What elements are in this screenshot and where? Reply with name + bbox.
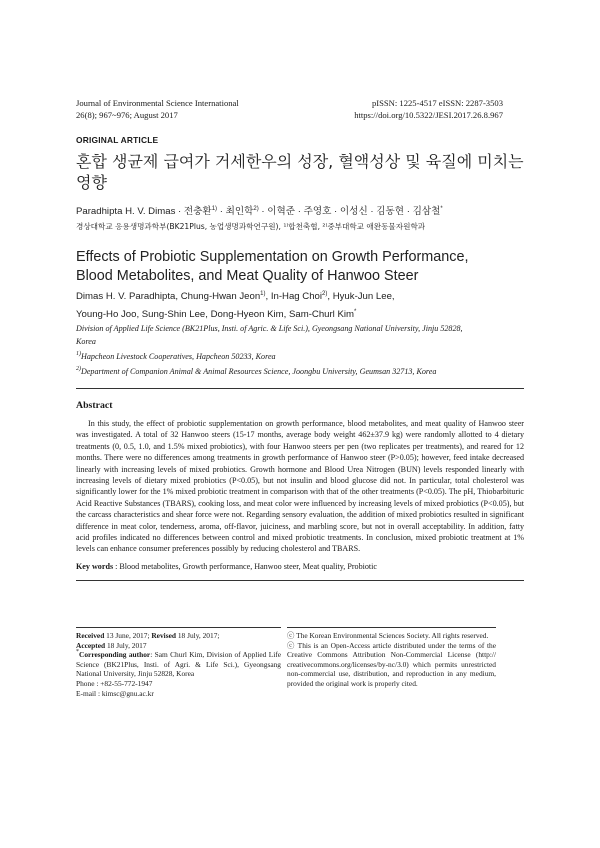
affiliation-main: Division of Applied Life Science (BK21Plus, Insti. of Agric. & Life Sci.), Gyeongsang National University, Jinju 52828, — [76, 324, 463, 333]
korean-authors — [76, 203, 443, 221]
revised-label: Revised — [151, 631, 176, 640]
accepted-date: 18 July, 2017 — [105, 640, 147, 650]
author-text: · 이혁준 · 주영호 · 이성신 · 김동현 · 김삼철 — [258, 206, 441, 217]
revised-date: 18 July, 2017; — [175, 631, 220, 640]
english-authors-line1 — [76, 288, 395, 306]
keywords-text: : Blood metabolites, Growth performance, Hanwoo steer, Meat quality, Probiotic — [113, 562, 378, 571]
english-title-line2: Blood Metabolites, and Meat Quality of Hanwoo Steer — [76, 268, 419, 284]
english-authors — [76, 288, 395, 324]
doi-link[interactable]: https://doi.org/10.5322/JESI.2017.26.8.967 — [354, 109, 503, 120]
abstract-top-rule — [76, 388, 524, 389]
author-text: , Hyuk-Jun Lee, — [327, 291, 395, 302]
running-header-left — [76, 98, 239, 121]
english-title-line1: Effects of Probiotic Supplementation on Growth Performance, — [76, 249, 469, 265]
accepted-label: Accepted — [76, 640, 106, 650]
author-sup: * — [354, 309, 357, 315]
journal-name: Journal of Environmental Science International — [76, 98, 239, 108]
license-notice — [287, 631, 496, 689]
issn: pISSN: 1225-4517 eISSN: 2287-3503 — [371, 98, 503, 108]
keywords-label: Key words — [76, 562, 114, 571]
abstract-body — [76, 418, 524, 555]
author-text: Paradhipta H. V. Dimas · 전충환 — [76, 206, 212, 217]
running-header-right — [354, 98, 503, 121]
abstract-text: In this study, the effect of probiotic supplementation on growth performance, blood metabolites, and meat quality of Hanwoo steer was investigated. A total of 32 Hanwoo steers (15-17 months, average body weight 462±37.9 kg) were randomly allotted to 4 dietary treatments (0, 0.5, 1.0, and 1.5% mixed probiotics), with four Hanwoo steers per pen (two replicates per treatments), and reared for 12 months. There were no differences among treatments in growth performance of Hanwoo steer (P>0.05); however, feed intake decreased linearly with increasing levels of mixed probiotics. Growth hormone and Blood Urea Nitrogen (BUN) levels responded linearly with increasing levels of dietary mixed probiotics (P<0.05), but not insulin and blood glucose did not. In particular, total cholesterol was significantly lower for the 1% mixed probiotic treatment in comparison with that of the other treatments (P<0.05). The pH, Thiobarbituric Acid Reactive Substances (TBARS), cooking loss, and meat color were influenced by increasing levels of mixed probiotics (P<0.05), but the carcass characteristics and shear force were not. Regarding sensory evaluation, the addition of mixed probiotics resulted in significant difference in meat color, tenderness, aroma, off-flavor, juiciness, and marbling score, but not in overall acceptability. In addition, fatty acid profiles indicated no differences between control and mixed probiotic treatments. In conclusion, mixed probiotic treatment at 1% levels can enhance consumer preferences possibly by reducing cholesterol and TBARS. — [76, 419, 524, 554]
abstract-bottom-rule — [76, 580, 524, 581]
affiliation-1 — [76, 350, 526, 363]
accepted — [76, 641, 281, 651]
affiliations — [76, 322, 526, 378]
affiliation-main-country: Korea — [76, 337, 96, 346]
author-sup: * — [440, 206, 443, 212]
license-text: ⓒ This is an Open-Access article distributed under the terms of the Creative Commons Attribution Non-Commercial License (http:// creativecommons.org/licenses/by-nc/3.0) which permits unrestricted non-commercial use, distribution, and reproduction in any medium, provided the original work is properly cited. — [287, 640, 496, 688]
article-type: ORIGINAL ARTICLE — [76, 135, 159, 145]
copyright-line: ⓒ The Korean Environmental Sciences Society. All rights reserved. — [287, 631, 489, 640]
article-history — [76, 631, 281, 698]
corresponding-author — [76, 650, 281, 679]
author-text: , In-Hag Choi — [265, 291, 323, 302]
volume-info: 26(8); 967~976; August 2017 — [76, 109, 178, 120]
korean-title-line1: 혼합 생균제 급여가 거세한우의 성장, 혈액성상 및 육질에 미치는 — [76, 152, 524, 171]
affiliation-sup: 1) — [76, 351, 81, 357]
korean-title — [76, 151, 526, 193]
received-label: Received — [76, 631, 105, 640]
affiliation-text: Department of Companion Animal & Animal Resources Science, Joongbu University, Geumsan 32713, Korea — [81, 367, 437, 376]
affiliation-text: Hapcheon Livestock Cooperatives, Hapcheon 50233, Korea — [81, 352, 276, 361]
author-sup: 2) — [253, 206, 259, 212]
author-sup: 2) — [322, 291, 328, 297]
received-revised — [76, 631, 281, 641]
corr-text: : Sam Churl Kim, Division of Applied Life Science (BK21Plus, Insti. of Agri. & Life Sci.), Gyeongsang National University, Jinju 52828, Korea — [76, 650, 282, 679]
footer-right-rule — [287, 627, 496, 628]
affiliation-sup: 2) — [76, 366, 81, 372]
abstract-heading: Abstract — [76, 400, 113, 411]
email-link[interactable]: E-mail : kimsc@gnu.ac.kr — [76, 688, 154, 698]
affiliation-2 — [76, 365, 526, 378]
author-text: Young-Ho Joo, Sung-Shin Lee, Dong-Hyeon Kim, Sam-Churl Kim — [76, 309, 355, 320]
footer-left-rule — [76, 627, 281, 628]
received-date: 13 June, 2017; — [104, 631, 152, 640]
author-text: · 최인학 — [217, 206, 254, 217]
author-text: Dimas H. V. Paradhipta, Chung-Hwan Jeon — [76, 291, 261, 302]
corr-sup: * — [76, 649, 79, 656]
korean-title-line2: 영향 — [76, 173, 107, 192]
author-sup: 1) — [211, 206, 218, 212]
korean-affiliation: 경상대학교 응용생명과학부(BK21Plus, 농업생명과학연구원), ¹⁾합천축협, ²⁾중부대학교 애완동물자원학과 — [76, 222, 426, 231]
keywords — [76, 562, 377, 571]
phone: Phone : +82-55-772-1947 — [76, 678, 153, 688]
corr-label: Corresponding author — [79, 650, 151, 660]
english-title — [76, 248, 468, 286]
author-sup: 1) — [260, 291, 266, 297]
